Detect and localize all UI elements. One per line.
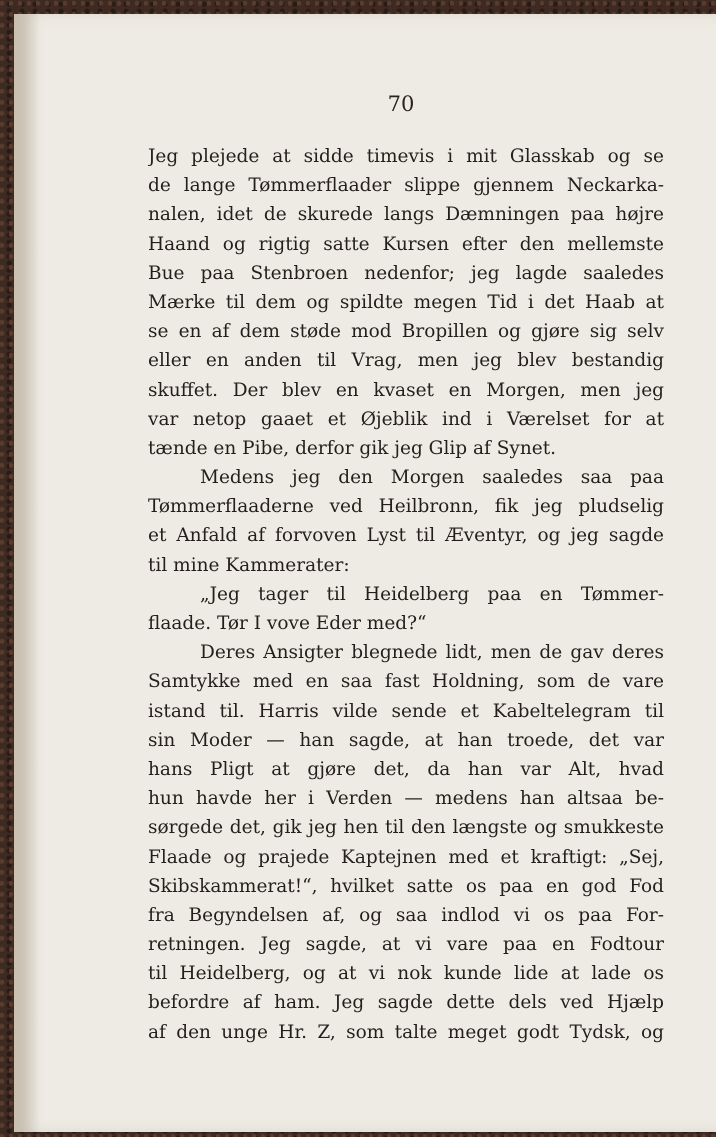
text-line: befordre af ham. Jeg sagde dette dels ved Hjælp <box>148 992 664 1014</box>
text-line: Bue paa Stenbroen nedenfor; jeg lagde saaledes <box>148 262 664 284</box>
text-line: nalen, idet de skurede langs Dæmningen paa højre <box>148 204 664 226</box>
text-line: flaade. Tør I vove Eder med?“ <box>148 613 427 634</box>
text-line: hans Pligt at gjøre det, da han var Alt, hvad <box>148 758 664 780</box>
text-line: eller en anden til Vrag, men jeg blev bestandig <box>148 350 664 372</box>
text-line: Deres Ansigter blegnede lidt, men de gav deres <box>200 642 664 664</box>
text-line: Haand og rigtig satte Kursen efter den mellemste <box>148 233 664 255</box>
page-gutter-shadow <box>14 14 40 1132</box>
text-line: de lange Tømmerflaader slippe gjennem Neckarka- <box>148 175 664 197</box>
text-line: tænde en Pibe, derfor gik jeg Glip af Synet. <box>148 437 557 459</box>
text-line: skuffet. Der blev en kvaset en Morgen, men jeg <box>148 379 664 401</box>
text-line: til mine Kammerater: <box>148 554 350 576</box>
text-line: „Jeg tager til Heidelberg paa en Tømmer- <box>200 583 664 605</box>
text-line: sørgede det, gik jeg hen til den længste og smukkeste <box>148 817 664 839</box>
text-line: et Anfald af forvoven Lyst til Æventyr, og jeg sagde <box>148 525 664 547</box>
text-line: var netop gaaet et Øjeblik ind i Værelset for at <box>148 408 664 430</box>
text-line: Tømmerflaaderne ved Heilbronn, fik jeg pludselig <box>148 496 664 518</box>
page-text <box>148 142 664 1047</box>
text-line: Mærke til dem og spildte megen Tid i det Haab at <box>148 291 664 313</box>
text-line: til Heidelberg, og at vi nok kunde lide at lade os <box>148 963 664 985</box>
text-line: retningen. Jeg sagde, at vi vare paa en Fodtour <box>148 934 664 956</box>
text-line: Medens jeg den Morgen saaledes saa paa <box>200 467 664 489</box>
text-line: istand til. Harris vilde sende et Kabeltelegram til <box>148 700 664 722</box>
text-line: Jeg plejede at sidde timevis i mit Glasskab og se <box>148 146 664 167</box>
text-line: fra Begyndelsen af, og saa indlod vi os paa For- <box>148 904 664 926</box>
text-line: Skibskammerat!“, hvilket satte os paa en god Fod <box>148 875 664 897</box>
text-line: Flaade og prajede Kaptejnen med et kraftigt: „Sej, <box>148 846 664 868</box>
text-line: sin Moder — han sagde, at han troede, det var <box>148 729 664 751</box>
text-line: Samtykke med en saa fast Holdning, som de vare <box>148 671 664 693</box>
page-number: 70 <box>387 92 415 116</box>
text-line: se en af dem støde mod Bropillen og gjøre sig selv <box>148 321 664 343</box>
text-line: hun havde her i Verden — medens han altsaa be- <box>148 788 664 810</box>
text-line: af den unge Hr. Z, som talte meget godt Tydsk, og <box>148 1021 664 1043</box>
